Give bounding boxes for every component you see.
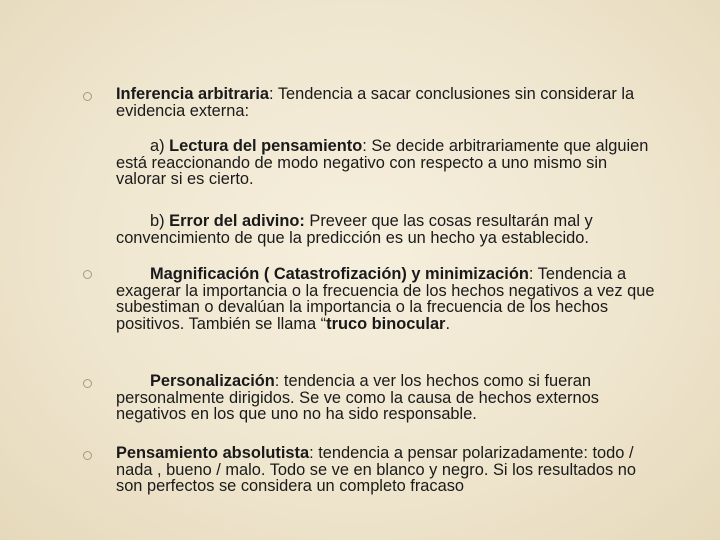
bullet-icon xyxy=(83,92,92,101)
paragraph-pensamiento-absolutista xyxy=(116,445,656,495)
bullet-icon xyxy=(83,379,92,388)
definition: : Se decide arbitrariamente que alguien está reaccionando de modo negativo con respecto a uno mismo sin valorar si es cierto. xyxy=(116,137,649,188)
term: Lectura del pensamiento xyxy=(169,137,363,155)
definition: : tendencia a ver los hechos como si fueran personalmente dirigidos. Se ve como la causa de hechos externos negativos en los que uno no ha sido responsable. xyxy=(116,372,599,423)
paragraph-magnificacion xyxy=(116,266,656,332)
definition: : tendencia a pensar polarizadamente: todo / nada , bueno / malo. Todo se ve en blanco y negro. Si los resultados no son perfectos se considera un completo fracaso xyxy=(116,444,636,495)
term: Error del adivino: xyxy=(169,212,305,230)
list-marker: b) xyxy=(150,212,170,230)
term: Inferencia arbitraria xyxy=(116,85,270,103)
definition-end: . xyxy=(445,314,450,333)
term-secondary: truco binocular xyxy=(326,314,446,333)
paragraph-lectura-del-pensamiento xyxy=(116,138,656,188)
paragraph-personalizacion xyxy=(116,373,656,423)
definition: Preveer que las cosas resultarán mal y convencimiento de que la predicción es un hecho ya establecido. xyxy=(116,212,593,247)
term: Personalización xyxy=(150,372,275,390)
list-marker: a) xyxy=(150,137,170,155)
bullet-icon xyxy=(83,451,92,460)
paragraph-error-del-adivino xyxy=(116,213,656,246)
paragraph-inferencia-arbitraria xyxy=(116,86,656,119)
term: Pensamiento absolutista xyxy=(116,444,310,462)
bullet-icon xyxy=(83,270,92,279)
term: Magnificación ( Catastrofización) y minimización xyxy=(150,265,529,283)
definition: : Tendencia a exagerar la importancia o la frecuencia de los hechos negativos a vez que subestiman o devalúan la importancia o la frecuencia de los hechos positivos. También se llama “ xyxy=(116,265,655,333)
definition: : Tendencia a sacar conclusiones sin considerar la evidencia externa: xyxy=(116,85,635,120)
